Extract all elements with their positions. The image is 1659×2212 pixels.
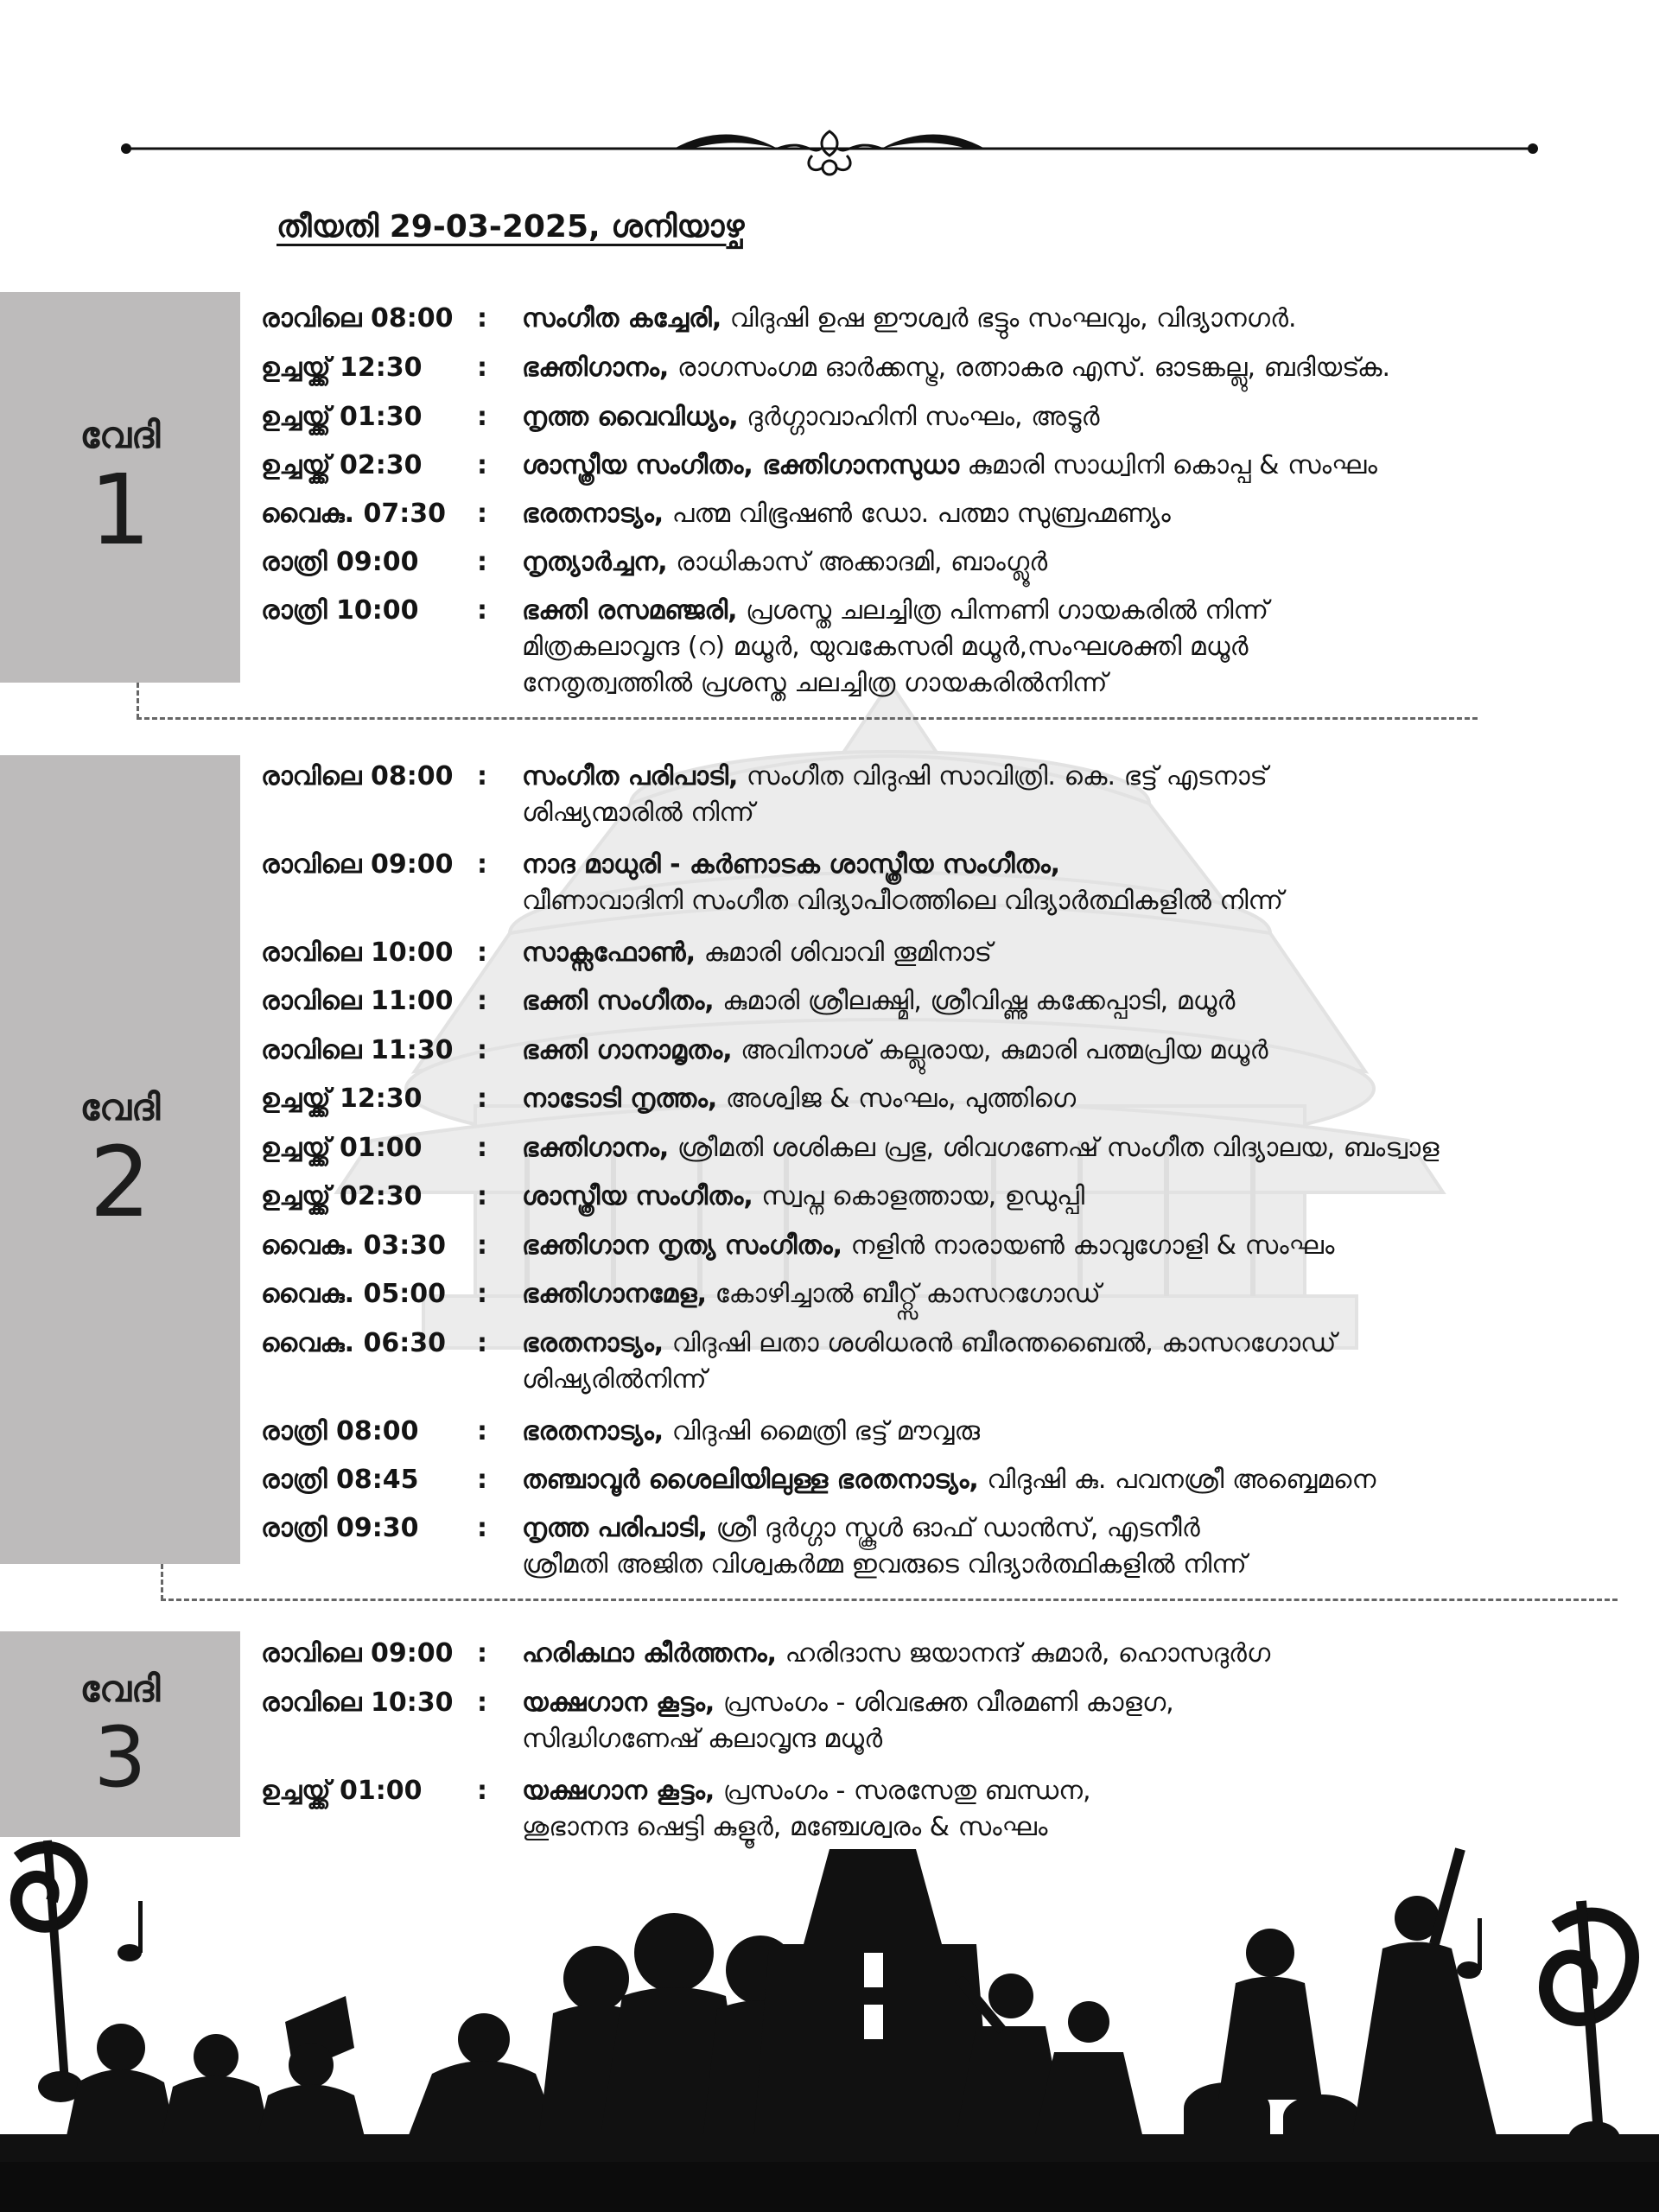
event-time: ഉച്ചയ്ക്ക് 01:00	[261, 1776, 423, 1806]
event-time: രാത്രി 10:00	[261, 595, 419, 626]
event-time: രാവിലെ 11:30	[261, 1035, 454, 1065]
event-detail: കോഴിച്ചാൽ ബീറ്റ്സ് കാസറഗോഡ്	[707, 1279, 1101, 1309]
event-time: ഉച്ചയ്ക്ക് 02:30	[261, 450, 423, 480]
event-detail: വിദുഷി മൈത്രി ഭട്ട് മൗവ്വരു	[664, 1416, 980, 1446]
venue-2-connector	[161, 1564, 163, 1600]
event-title: ഭക്തിഗാന നൃത്യ സംഗീതം,	[522, 1230, 842, 1261]
schedule-row: രാവിലെ 09:00 : ഹരികഥാ കീർത്തനം, ഹരിദാസ ജയാനന്ദ് കുമാർ, ഹൊസദുർഗ	[261, 1636, 1630, 1672]
event-text	[522, 1276, 1630, 1313]
event-text	[522, 301, 1630, 337]
venue-1-divider	[137, 717, 1478, 720]
event-title: യക്ഷഗാന കൂട്ടം,	[522, 1776, 715, 1806]
event-time: രാത്രി 09:30	[261, 1513, 419, 1543]
event-detail-line: ശ്രീമതി അജിത വിശ്വകർമ്മ ഇവരുടെ വിദ്യാർത്ഥികളിൽ നിന്ന്	[522, 1549, 1247, 1580]
schedule-row: രാവിലെ 09:00 : നാദ മാധുരി - കർണാടക ശാസ്ത്രീയ സംഗീതം, വീണാവാദിനി സംഗീത വിദ്യാപീഠത്തിലെ വിദ്യാർത്ഥികളിൽ നിന്ന്	[261, 847, 1630, 919]
event-time: രാവിലെ 08:00	[261, 761, 454, 791]
event-time: രാത്രി 09:00	[261, 547, 419, 577]
event-detail: പ്രശസ്ത ചലച്ചിത്ര പിന്നണി ഗായകരിൽ നിന്ന്	[737, 595, 1269, 626]
schedule-row: ഉച്ചയ്ക്ക് 01:00 : യക്ഷഗാന കൂട്ടം, പ്രസംഗം - സരസേതു ബന്ധന, ശുഭാനന്ദ ഷെട്ടി കുളൂർ, മഞ്ചേശ്വരം & സംഘം	[261, 1773, 1630, 1846]
venue-number: 3	[93, 1709, 147, 1807]
schedule-row: വൈകു. 07:30 : ഭരതനാട്യം, പത്മ വിഭൂഷൺ ഡോ. പത്മാ സുബ്രഹ്മണ്യം	[261, 496, 1630, 532]
event-title: നാടോടി നൃത്തം,	[522, 1084, 718, 1114]
event-title: ഭരതനാട്യം,	[522, 499, 664, 529]
event-title: തഞ്ചാവൂർ ശൈലിയിലുള്ള ഭരതനാട്യം,	[522, 1465, 979, 1495]
event-detail: പത്മ വിഭൂഷൺ ഡോ. പത്മാ സുബ്രഹ്മണ്യം	[664, 499, 1171, 529]
event-detail: കുമാരി ശിവാവി തൂമിനാട്	[696, 938, 993, 968]
event-detail-line: നേതൃത്വത്തിൽ പ്രശസ്ത ചലച്ചിത്ര ഗായകരിൽനിന്ന്	[522, 668, 1108, 698]
event-text	[522, 1130, 1630, 1166]
performers-silhouette-illustration	[0, 1823, 1659, 2164]
event-detail: അവിനാശ് കല്ലുരായ, കുമാരി പത്മപ്രിയ മധൂർ	[732, 1035, 1268, 1065]
event-title: ഭക്തി സംഗീതം,	[522, 986, 715, 1016]
event-time: രാത്രി 08:00	[261, 1416, 419, 1446]
schedule-row: രാവിലെ 08:00 : സംഗീത കച്ചേരി, വിദുഷി ഉഷ ഈശ്വർ ഭട്ടും സംഘവും, വിദ്യാനഗർ.	[261, 301, 1630, 337]
venue-1-label-box	[0, 292, 240, 683]
event-text	[522, 935, 1630, 971]
event-detail-line: ശിഷ്യരിൽനിന്ന്	[522, 1364, 707, 1395]
event-detail-line: മിത്രകലാവൃന്ദ (റ) മധൂർ, യുവകേസരി മധൂർ,സംഘശക്തി മധൂർ	[522, 632, 1249, 662]
event-title: സംഗീത കച്ചേരി,	[522, 303, 722, 334]
event-title: ശാസ്ത്രീയ സംഗീതം,	[522, 1181, 753, 1211]
event-detail-line: വീണാവാദിനി സംഗീത വിദ്യാപീഠത്തിലെ വിദ്യാർത്ഥികളിൽ നിന്ന്	[522, 886, 1284, 916]
event-detail-line: ശുഭാനന്ദ ഷെട്ടി കുളൂർ, മഞ്ചേശ്വരം & സംഘം	[522, 1812, 1048, 1842]
footer-bar	[0, 2162, 1659, 2212]
event-title: നൃത്ത വൈവിധ്യം,	[522, 402, 739, 432]
event-detail: ശ്രീ ദുർഗ്ഗാ സ്കൂൾ ഓഫ് ഡാൻസ്, എടനീർ	[708, 1513, 1200, 1543]
event-title: ഭക്തി രസമഞ്ജരി,	[522, 595, 738, 626]
event-detail: പ്രസംഗം - സരസേതു ബന്ധന,	[715, 1776, 1091, 1806]
event-detail: വിദുഷി കു. പവനശ്രീ അബ്ബെമനെ	[978, 1465, 1376, 1495]
event-detail-line: സിദ്ധിഗണേഷ് കലാവൃന്ദ മധൂർ	[522, 1724, 883, 1754]
event-text	[522, 448, 1630, 484]
event-text	[522, 1462, 1630, 1498]
event-text	[522, 1414, 1630, 1450]
event-time: ഉച്ചയ്ക്ക് 12:30	[261, 353, 423, 383]
event-time: ഉച്ചയ്ക്ക് 01:30	[261, 402, 423, 432]
event-time: രാവിലെ 11:00	[261, 986, 454, 1016]
event-detail: കുമാരി ശ്രീലക്ഷ്മി, ശ്രീവിഷ്ണു കക്കേപ്പാടി, മധൂർ	[714, 986, 1236, 1016]
schedule-row: ഉച്ചയ്ക്ക് 12:30 : ഭക്തിഗാനം, രാഗസംഗമ ഓർക്കസ്ട്ര, രത്നാകര എസ്. ഓടങ്കല്ലു, ബദിയട്ക.	[261, 350, 1630, 386]
event-time: വൈകു. 03:30	[261, 1230, 446, 1261]
event-title: നൃത്യാർച്ചന,	[522, 547, 668, 577]
event-time: വൈകു. 05:00	[261, 1279, 446, 1309]
event-title: സംഗീത പരിപാടി,	[522, 761, 739, 791]
event-detail: രാധികാസ് അക്കാദമി, ബാംഗ്ലൂർ	[667, 547, 1048, 577]
event-time: രാവിലെ 09:00	[261, 849, 454, 880]
event-text	[522, 1033, 1630, 1069]
event-title: ഭക്തിഗാനം,	[522, 1133, 670, 1163]
event-title: ഭരതനാട്യം,	[522, 1416, 664, 1446]
event-time: ഉച്ചയ്ക്ക് 02:30	[261, 1181, 423, 1211]
event-text	[522, 593, 1630, 702]
event-time: രാവിലെ 09:00	[261, 1638, 454, 1669]
schedule-row: വൈകു. 05:00 : ഭക്തിഗാനമേള, കോഴിച്ചാൽ ബീറ്റ്സ് കാസറഗോഡ്	[261, 1276, 1630, 1313]
event-time: രാവിലെ 08:00	[261, 303, 454, 334]
event-text	[522, 847, 1630, 919]
event-time: രാത്രി 08:45	[261, 1465, 419, 1495]
venue-label: വേദി	[79, 413, 161, 456]
schedule-row: രാവിലെ 11:00 : ഭക്തി സംഗീതം, കുമാരി ശ്രീലക്ഷ്മി, ശ്രീവിഷ്ണു കക്കേപ്പാടി, മധൂർ	[261, 983, 1630, 1020]
schedule-row: രാത്രി 09:00 : നൃത്യാർച്ചന, രാധികാസ് അക്കാദമി, ബാംഗ്ലൂർ	[261, 544, 1630, 581]
schedule-row: വൈകു. 03:30 : ഭക്തിഗാന നൃത്യ സംഗീതം, നളിൻ നാരായൺ കാവുഗോളി & സംഘം	[261, 1228, 1630, 1264]
venue-label: വേദി	[79, 1085, 161, 1128]
schedule-row: ഉച്ചയ്ക്ക് 12:30 : നാടോടി നൃത്തം, അശ്വിജ & സംഘം, പുത്തിഗെ	[261, 1081, 1630, 1117]
event-time: ഉച്ചയ്ക്ക് 01:00	[261, 1133, 423, 1163]
schedule-row: ഉച്ചയ്ക്ക് 01:30 : നൃത്ത വൈവിധ്യം, ദുർഗ്ഗാവാഹിനി സംഘം, അടൂർ	[261, 399, 1630, 435]
event-detail: പ്രസംഗം - ശിവഭക്ത വീരമണി കാളഗ,	[715, 1688, 1174, 1718]
event-title: യക്ഷഗാന കൂട്ടം,	[522, 1688, 715, 1718]
event-time: വൈകു. 06:30	[261, 1328, 446, 1358]
event-text	[522, 399, 1630, 435]
event-title: സാക്സഫോൺ,	[522, 938, 696, 968]
venue-2-divider	[161, 1599, 1618, 1601]
venue-number: 2	[89, 1127, 151, 1240]
schedule-row: രാത്രി 09:30 : നൃത്ത പരിപാടി, ശ്രീ ദുർഗ്ഗാ സ്കൂൾ ഓഫ് ഡാൻസ്, എടനീർ ശ്രീമതി അജിത വിശ്വകർമ്മ ഇവരുടെ വിദ്യാർത്ഥികളിൽ നിന്ന്	[261, 1510, 1630, 1583]
event-text	[522, 1510, 1630, 1583]
event-title: ഭക്തി ഗാനാമൃതം,	[522, 1035, 733, 1065]
schedule-row: ഉച്ചയ്ക്ക് 02:30 : ശാസ്ത്രീയ സംഗീതം, ഭക്തിഗാനസുധാ കുമാരി സാധ്വിനി കൊപ്പ & സംഘം	[261, 448, 1630, 484]
event-text	[522, 1685, 1630, 1758]
schedule-row: ഉച്ചയ്ക്ക് 02:30 : ശാസ്ത്രീയ സംഗീതം, സ്വപ്ന കൊളത്തായ, ഉഡുപ്പി	[261, 1179, 1630, 1215]
event-detail: ദുർഗ്ഗാവാഹിനി സംഘം, അടൂർ	[738, 402, 1100, 432]
venue-3-label-box	[0, 1631, 240, 1837]
event-text	[522, 496, 1630, 532]
event-text	[522, 1325, 1630, 1398]
venue-number: 1	[89, 454, 151, 568]
event-detail: നളിൻ നാരായൺ കാവുഗോളി & സംഘം	[842, 1230, 1335, 1261]
event-title: ഭരതനാട്യം,	[522, 1328, 664, 1358]
event-detail: സംഗീത വിദുഷി സാവിത്രി. കെ. ഭട്ട് എടനാട്	[738, 761, 1268, 791]
event-time: ഉച്ചയ്ക്ക് 12:30	[261, 1084, 423, 1114]
event-text	[522, 1228, 1630, 1264]
event-title: ഭക്തിഗാനം,	[522, 353, 670, 383]
event-time: രാവിലെ 10:00	[261, 938, 454, 968]
event-detail: ഹരിദാസ ജയാനന്ദ് കുമാർ, ഹൊസദുർഗ	[777, 1638, 1271, 1669]
event-title: നൃത്ത പരിപാടി,	[522, 1513, 709, 1543]
event-title: ഭക്തിഗാനമേള,	[522, 1279, 708, 1309]
event-time: രാവിലെ 10:30	[261, 1688, 454, 1718]
event-title: ശാസ്ത്രീയ സംഗീതം, ഭക്തിഗാനസുധാ	[522, 450, 960, 480]
event-text	[522, 544, 1630, 581]
schedule-row: രാവിലെ 11:30 : ഭക്തി ഗാനാമൃതം, അവിനാശ് കല്ലുരായ, കുമാരി പത്മപ്രിയ മധൂർ	[261, 1033, 1630, 1069]
event-detail: രാഗസംഗമ ഓർക്കസ്ട്ര, രത്നാകര എസ്. ഓടങ്കല്ലു, ബദിയട്ക.	[669, 353, 1390, 383]
schedule-row: വൈകു. 06:30 : ഭരതനാട്യം, വിദുഷി ലതാ ശശിധരൻ ബീരന്തബൈൽ, കാസറഗോഡ് ശിഷ്യരിൽനിന്ന്	[261, 1325, 1630, 1398]
event-detail: വിദുഷി ഉഷ ഈശ്വർ ഭട്ടും സംഘവും, വിദ്യാനഗർ.	[721, 303, 1297, 334]
schedule-row: രാത്രി 08:45 : തഞ്ചാവൂർ ശൈലിയിലുള്ള ഭരതനാട്യം, വിദുഷി കു. പവനശ്രീ അബ്ബെമനെ	[261, 1462, 1630, 1498]
venue-label: വേദി	[79, 1667, 161, 1710]
event-text	[522, 983, 1630, 1020]
venue-1-connector	[137, 683, 139, 719]
event-time: വൈകു. 07:30	[261, 499, 446, 529]
venue-2-label-box	[0, 755, 240, 1564]
event-detail: കുമാരി സാധ്വിനി കൊപ്പ & സംഘം	[959, 450, 1377, 480]
schedule-row: രാത്രി 10:00 : ഭക്തി രസമഞ്ജരി, പ്രശസ്ത ചലച്ചിത്ര പിന്നണി ഗായകരിൽ നിന്ന് മിത്രകലാവൃന്ദ (റ) മധൂർ, യുവകേസരി മധൂർ,സംഘശക്തി മധൂർ നേതൃത്വത്തിൽ പ്രശസ്ത ചലച്ചിത്ര ഗായകരിൽനിന്ന്	[261, 593, 1630, 702]
event-text	[522, 1179, 1630, 1215]
event-text	[522, 1636, 1630, 1672]
ornament-divider	[121, 130, 1538, 181]
event-title: ഹരികഥാ കീർത്തനം,	[522, 1638, 778, 1669]
event-text	[522, 350, 1630, 386]
event-text	[522, 1081, 1630, 1117]
event-title: നാദ മാധുരി - കർണാടക ശാസ്ത്രീയ സംഗീതം,	[522, 849, 1061, 880]
schedule-row: രാവിലെ 10:30 : യക്ഷഗാന കൂട്ടം, പ്രസംഗം - ശിവഭക്ത വീരമണി കാളഗ, സിദ്ധിഗണേഷ് കലാവൃന്ദ മധൂർ	[261, 1685, 1630, 1758]
event-detail: ശ്രീമതി ശശികല പ്രഭു, ശിവഗണേഷ് സംഗീത വിദ്യാലയ, ബംട്വാള	[669, 1133, 1440, 1163]
event-text	[522, 759, 1630, 831]
schedule-row: രാവിലെ 08:00 : സംഗീത പരിപാടി, സംഗീത വിദുഷി സാവിത്രി. കെ. ഭട്ട് എടനാട് ശിഷ്യന്മാരിൽ നിന്ന്	[261, 759, 1630, 831]
schedule-row: രാവിലെ 10:00 : സാക്സഫോൺ, കുമാരി ശിവാവി തൂമിനാട്	[261, 935, 1630, 971]
event-detail: അശ്വിജ & സംഘം, പുത്തിഗെ	[717, 1084, 1077, 1114]
event-detail: സ്വപ്ന കൊളത്തായ, ഉഡുപ്പി	[753, 1181, 1085, 1211]
event-detail-line: ശിഷ്യന്മാരിൽ നിന്ന്	[522, 798, 754, 828]
schedule-date-title: തീയതി 29-03-2025, ശനിയാഴ്ച	[276, 209, 745, 245]
event-detail: വിദുഷി ലതാ ശശിധരൻ ബീരന്തബൈൽ, കാസറഗോഡ്	[664, 1328, 1337, 1358]
schedule-row: ഉച്ചയ്ക്ക് 01:00 : ഭക്തിഗാനം, ശ്രീമതി ശശികല പ്രഭു, ശിവഗണേഷ് സംഗീത വിദ്യാലയ, ബംട്വാള	[261, 1130, 1630, 1166]
schedule-row: രാത്രി 08:00 : ഭരതനാട്യം, വിദുഷി മൈത്രി ഭട്ട് മൗവ്വരു	[261, 1414, 1630, 1450]
